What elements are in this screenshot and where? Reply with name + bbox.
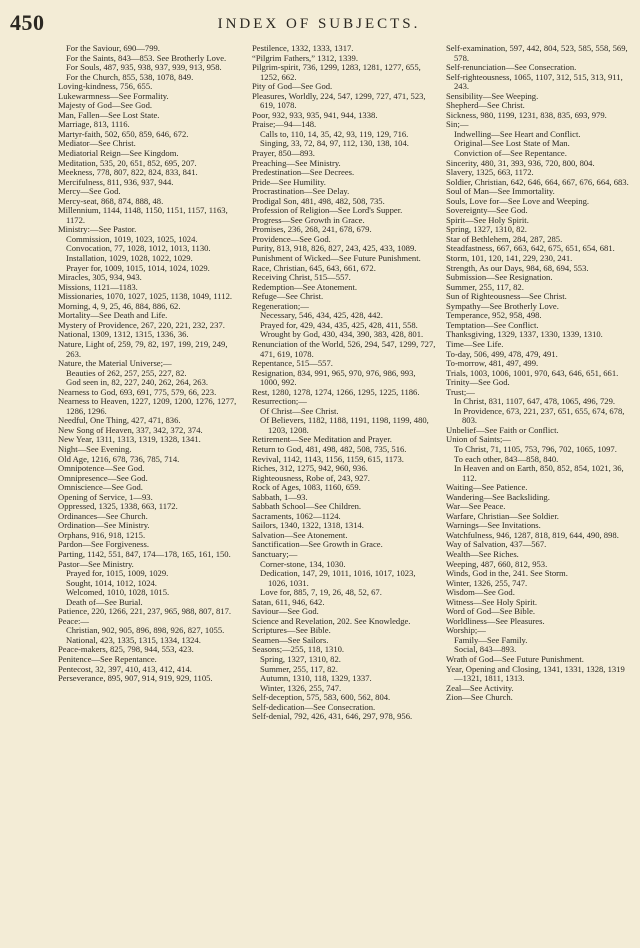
index-entry: Spring, 1327, 1310, 82.	[260, 654, 341, 664]
index-entry: Self-deception, 575, 583, 600, 562, 804.	[252, 692, 391, 703]
index-entry: Year, Opening and Closing, 1341, 1331, 1328, 1319—1321, 1811, 1313.	[446, 663, 625, 684]
index-entry: Parting, 1142, 551, 847, 174—178, 165, 161, 150.	[58, 548, 231, 559]
index-entry: Mercy—See God.	[58, 186, 121, 197]
index-entry: Convocation, 77, 1028, 1012, 1013, 1130.	[66, 243, 211, 254]
index-entry: Regeneration;—	[252, 300, 309, 311]
index-entry: Majesty of God—See God.	[58, 100, 153, 111]
index-entry: National, 423, 1335, 1315, 1334, 1324.	[66, 634, 201, 645]
index-entry: Missionaries, 1070, 1027, 1025, 1138, 1049, 1112.	[58, 291, 233, 302]
index-entry: Renunciation of the World, 526, 294, 547, 1299, 727, 471, 619, 1078.	[252, 338, 436, 359]
index-entry: Resurrection;—	[252, 396, 307, 407]
page-header	[10, 10, 628, 36]
index-entry: Temperance, 952, 958, 498.	[446, 310, 542, 321]
index-entry: For the Saints, 843—853. See Brotherly Love.	[66, 52, 227, 63]
index-entry: Prodigal Son, 481, 498, 482, 508, 735.	[252, 195, 385, 206]
index-entry: Mediator—See Christ.	[58, 138, 136, 149]
index-entry: Patience, 220, 1266, 221, 237, 965, 988, 807, 817.	[58, 606, 232, 617]
index-entry: Meditation, 535, 20, 651, 852, 695, 207.	[58, 157, 197, 168]
index-entry: Seamen—See Sailors.	[252, 634, 329, 645]
index-entry: Family—See Family.	[454, 634, 528, 645]
index-entry: Zeal—See Activity.	[446, 682, 514, 693]
index-entry: Storm, 101, 120, 141, 229, 230, 241.	[446, 253, 573, 264]
index-entry: Prayer, 850—893.	[252, 148, 315, 159]
index-entry: Science and Revelation, 202. See Knowledge.	[252, 615, 411, 626]
index-columns	[58, 44, 630, 938]
running-title: INDEX OF SUBJECTS.	[217, 16, 421, 32]
index-entry: Conviction of—See Repentance.	[454, 148, 567, 159]
index-entry: Souls, Love for—See Love and Weeping.	[446, 195, 590, 206]
index-entry: Singing, 33, 72, 84, 97, 112, 130, 138, 104.	[260, 138, 409, 149]
index-entry: Saviour—See God.	[252, 606, 319, 617]
index-entry: Progress—See Growth in Grace.	[252, 214, 365, 225]
index-entry: Race, Christian, 645, 643, 661, 672.	[252, 262, 376, 273]
index-entry: Sought, 1014, 1012, 1024.	[66, 577, 157, 588]
index-entry: Winds, God in the, 241. See Storm.	[446, 568, 568, 579]
index-entry: Wrought by God, 430, 434, 390, 383, 428, 801.	[260, 329, 424, 340]
index-entry: Pardon—See Forgiveness.	[58, 539, 150, 550]
index-entry: Summer, 255, 117, 82.	[260, 663, 338, 674]
index-entry: Refuge—See Christ.	[252, 291, 324, 302]
index-entry: Steadfastness, 667, 663, 642, 675, 651, 654, 681.	[446, 243, 615, 254]
index-entry: Rest, 1280, 1278, 1274, 1266, 1295, 1225, 1186.	[252, 386, 420, 397]
index-entry: Death of—See Burial.	[66, 596, 143, 607]
index-entry: Nearness to God, 693, 691, 775, 579, 66, 223.	[58, 386, 217, 397]
index-entry: Loving-kindness, 756, 655.	[58, 81, 153, 92]
index-entry: Lukewarmness—See Formality.	[58, 90, 169, 101]
index-entry: Soldier, Christian, 642, 646, 664, 667, 676, 664, 683.	[446, 176, 629, 187]
index-entry: Scriptures—See Bible.	[252, 625, 331, 636]
index-entry: Resignation, 834, 991, 965, 970, 976, 986, 993, 1000, 992.	[252, 367, 416, 388]
index-entry: For Souls, 487, 935, 938, 937, 939, 913, 958.	[66, 62, 222, 73]
index-entry: To-morrow, 481, 497, 499.	[446, 358, 539, 369]
index-entry: Spirit—See Holy Spirit.	[446, 214, 529, 225]
index-entry: Opening of Service, 1—93.	[58, 491, 153, 502]
index-entry: Return to God, 481, 498, 482, 508, 735, 516.	[252, 443, 407, 454]
index-entry: Of Believers, 1182, 1188, 1191, 1198, 1199, 480, 1203, 1208.	[260, 415, 429, 435]
index-entry: Prayed for, 1015, 1009, 1029.	[66, 568, 169, 579]
index-entry: Temptation—See Conflict.	[446, 319, 539, 330]
index-entry: Indwelling—See Heart and Conflict.	[454, 128, 581, 139]
index-entry: Weeping, 487, 660, 812, 953.	[446, 558, 548, 569]
index-entry: Original—See Lost State of Man.	[454, 138, 570, 149]
index-entry: Orphans, 916, 918, 1215.	[58, 529, 146, 540]
index-entry: Corner-stone, 134, 1030.	[260, 558, 346, 569]
index-entry: Oppressed, 1325, 1338, 663, 1172.	[58, 501, 178, 512]
index-entry: God seen in, 82, 227, 240, 262, 264, 263.	[66, 377, 209, 388]
index-entry: Peace-makers, 825, 798, 944, 553, 423.	[58, 644, 194, 655]
index-entry: Warnings—See Invitations.	[446, 520, 541, 531]
index-entry: Profession of Religion—See Lord's Supper.	[252, 205, 403, 216]
index-entry: Calls to, 110, 14, 35, 42, 93, 119, 129, 716.	[260, 128, 409, 139]
index-entry: Spring, 1327, 1310, 82.	[446, 224, 527, 235]
index-entry: Witness—See Holy Spirit.	[446, 596, 538, 607]
index-entry: Winter, 1326, 255, 747.	[446, 577, 528, 588]
index-entry: Worship;—	[446, 625, 486, 636]
index-entry: National, 1309, 1312, 1315, 1336, 36.	[58, 329, 189, 340]
index-entry: Installation, 1029, 1028, 1022, 1029.	[66, 253, 193, 264]
index-entry: Necessary, 546, 434, 425, 428, 442.	[260, 310, 383, 321]
index-column-3	[446, 44, 630, 938]
index-entry: Love for, 885, 7, 19, 26, 48, 52, 67.	[260, 587, 382, 598]
index-entry: Sovereignty—See God.	[446, 205, 528, 216]
index-entry: Pastor—See Ministry.	[58, 558, 134, 569]
index-entry: Mystery of Providence, 267, 220, 221, 232, 237.	[58, 319, 225, 330]
index-column-1	[58, 44, 242, 938]
index-entry: Of Christ—See Christ.	[260, 405, 339, 416]
index-entry: Pleasures, Worldly, 224, 547, 1299, 727, 471, 523, 619, 1078.	[252, 90, 426, 111]
index-entry: Procrastination—See Delay.	[252, 186, 350, 197]
index-entry: In Providence, 673, 221, 237, 651, 655, 674, 678, 803.	[454, 405, 625, 426]
index-entry: Omnipresence—See God.	[58, 472, 148, 483]
index-entry: Repentance, 515—557.	[252, 358, 333, 369]
index-entry: Unbelief—See Faith or Conflict.	[446, 424, 559, 435]
page-number: 450	[10, 10, 45, 35]
index-entry: For the Saviour, 690—799.	[66, 44, 160, 53]
index-entry: Perseverance, 895, 907, 914, 919, 929, 1105.	[58, 673, 213, 684]
index-entry: Marriage, 813, 1116.	[58, 119, 130, 130]
index-entry: Watchfulness, 946, 1287, 818, 819, 644, 490, 898.	[446, 529, 619, 540]
index-entry: Seasons;—255, 118, 1310.	[252, 644, 345, 655]
index-entry: Welcomed, 1010, 1028, 1015.	[66, 587, 170, 598]
index-entry: Sympathy—See Brotherly Love.	[446, 300, 559, 311]
index-entry: Man, Fallen—See Lost State.	[58, 109, 160, 120]
index-entry: Submission—See Resignation.	[446, 272, 553, 283]
index-entry: Time—See Life.	[446, 338, 504, 349]
index-entry: Riches, 312, 1275, 942, 960, 936.	[252, 463, 368, 474]
index-entry: Praise;—94—148.	[252, 119, 317, 130]
index-entry: Redemption—See Atonement.	[252, 281, 358, 292]
index-entry: Word of God—See Bible.	[446, 606, 536, 617]
index-entry: New Song of Heaven, 337, 342, 372, 374.	[58, 424, 203, 435]
index-entry: Wrath of God—See Future Punishment.	[446, 654, 584, 664]
index-entry: Star of Bethlehem, 284, 287, 285.	[446, 233, 563, 244]
index-entry: Poor, 932, 933, 935, 941, 944, 1338.	[252, 109, 378, 120]
index-entry: Christian, 902, 905, 896, 898, 926, 827, 1055.	[66, 625, 225, 636]
index-entry: Prayed for, 429, 434, 435, 425, 428, 411, 558.	[260, 319, 418, 330]
index-entry: Salvation—See Atonement.	[252, 529, 348, 540]
index-entry: Purity, 813, 918, 826, 827, 243, 425, 433, 1089.	[252, 243, 417, 254]
index-entry: Summer, 255, 117, 82.	[446, 281, 524, 292]
index-entry: Waiting—See Patience.	[446, 482, 528, 493]
index-entry: Sincerity, 480, 31, 393, 936, 720, 800, 804.	[446, 157, 595, 168]
index-entry: Prayer for, 1009, 1015, 1014, 1024, 1029.	[66, 262, 210, 273]
index-entry: Pity of God—See God.	[252, 81, 333, 92]
index-entry: Needful, One Thing, 427, 471, 836.	[58, 415, 181, 426]
index-entry: Beauties of 262, 257, 255, 227, 82.	[66, 367, 187, 378]
index-entry: Self-dedication—See Consecration.	[252, 701, 376, 712]
index-entry: Zion—See Church.	[446, 692, 513, 703]
index-entry: Sacraments, 1062—1124.	[252, 510, 341, 521]
index-entry: Trust;—	[446, 386, 475, 397]
index-entry: Omnipotence—See God.	[58, 463, 145, 474]
index-entry: Nearness to Heaven, 1227, 1209, 1200, 1276, 1277, 1286, 1296.	[58, 396, 237, 416]
index-entry: For the Church, 855, 538, 1078, 849.	[66, 71, 194, 82]
index-entry: Self-examination, 597, 442, 804, 523, 585, 558, 569, 578.	[446, 44, 628, 63]
index-entry: Promises, 236, 268, 241, 678, 679.	[252, 224, 372, 235]
index-entry: Revival, 1142, 1143, 1156, 1159, 615, 1173.	[252, 453, 404, 464]
index-entry: Pentecost, 32, 397, 410, 413, 412, 414.	[58, 663, 192, 674]
index-entry: Slavery, 1325, 663, 1172.	[446, 167, 534, 178]
index-entry: Winter, 1326, 255, 747.	[260, 682, 342, 693]
index-entry: Sun of Righteousness—See Christ.	[446, 291, 567, 302]
index-column-2	[252, 44, 436, 938]
index-entry: Commission, 1019, 1023, 1025, 1024.	[66, 233, 198, 244]
index-entry: Pilgrim-spirit, 736, 1299, 1283, 1281, 1277, 655, 1252, 662.	[252, 62, 421, 82]
index-entry: Social, 843—893.	[454, 644, 517, 655]
index-entry: Sensibility—See Weeping.	[446, 90, 539, 101]
index-entry: Wealth—See Riches.	[446, 548, 519, 559]
index-entry: Ministry:—See Pastor.	[58, 224, 137, 235]
index-entry: Mediatorial Reign—See Kingdom.	[58, 148, 179, 159]
index-entry: In Heaven and on Earth, 850, 852, 854, 1021, 36, 112.	[454, 463, 624, 483]
index-entry: Preaching—See Ministry.	[252, 157, 341, 168]
index-entry: Old Age, 1216, 678, 736, 785, 714.	[58, 453, 180, 464]
index-entry: Ordinances—See Church.	[58, 510, 148, 521]
index-entry: Mercifulness, 811, 936, 937, 944.	[58, 176, 174, 187]
index-entry: Predestination—See Decrees.	[252, 167, 355, 178]
index-entry: Missions, 1121—1183.	[58, 281, 138, 292]
index-entry: Self-renunciation—See Consecration.	[446, 62, 577, 73]
index-entry: Warfare, Christian—See Soldier.	[446, 510, 559, 521]
index-entry: “Pilgrim Fathers,” 1312, 1339.	[252, 52, 358, 63]
index-entry: Sanctification—See Growth in Grace.	[252, 539, 383, 550]
index-entry: Pestilence, 1332, 1333, 1317.	[252, 44, 354, 53]
index-entry: Mercy-seat, 868, 874, 888, 48.	[58, 195, 164, 206]
index-entry: War—See Peace.	[446, 501, 506, 512]
index-entry: Wandering—See Backsliding.	[446, 491, 550, 502]
index-entry: Nature, the Material Universe;—	[58, 358, 172, 369]
index-entry: Autumn, 1310, 118, 1329, 1337.	[260, 673, 372, 684]
index-entry: Providence—See God.	[252, 233, 331, 244]
index-entry: Mortality—See Death and Life.	[58, 310, 168, 321]
index-entry: Worldliness—See Pleasures.	[446, 615, 545, 626]
index-entry: Shepherd—See Christ.	[446, 100, 525, 111]
index-entry: Sin;—	[446, 119, 469, 130]
index-entry: Satan, 611, 946, 642.	[252, 596, 325, 607]
index-entry: Soul of Man—See Immortality.	[446, 186, 555, 197]
index-entry: Miracles, 305, 934, 943.	[58, 272, 142, 283]
index-entry: Self-righteousness, 1065, 1107, 312, 515, 313, 911, 243.	[446, 71, 623, 92]
index-entry: Penitence—See Repentance.	[58, 654, 157, 664]
index-entry: Night—See Evening.	[58, 443, 132, 454]
index-entry: Meekness, 778, 807, 822, 824, 833, 841.	[58, 167, 198, 178]
index-entry: Self-denial, 792, 426, 431, 646, 297, 978, 956.	[252, 711, 413, 722]
index-entry: Wisdom—See God.	[446, 587, 515, 598]
index-entry: Sanctuary;—	[252, 548, 298, 559]
index-entry: Trinity—See God.	[446, 377, 510, 388]
index-entry: To Christ, 71, 1105, 753, 796, 702, 1065, 1097.	[454, 443, 617, 454]
index-entry: In Christ, 831, 1107, 647, 478, 1065, 496, 729.	[454, 396, 616, 407]
index-entry: Dedication, 147, 29, 1011, 1016, 1017, 1023, 1026, 1031.	[260, 568, 416, 588]
index-entry: To each other, 843—858, 840.	[454, 453, 559, 464]
index-entry: Strength, As our Days, 984, 68, 694, 553.	[446, 262, 589, 273]
index-entry: Way of Salvation, 437—567.	[446, 539, 547, 550]
index-entry: Omniscience—See God.	[58, 482, 143, 493]
index-entry: Rock of Ages, 1083, 1160, 659.	[252, 482, 361, 493]
index-entry: Union of Saints;—	[446, 434, 511, 445]
index-entry: Sabbath, 1—93.	[252, 491, 308, 502]
index-entry: Millennium, 1144, 1148, 1150, 1151, 1157, 1163, 1172.	[58, 205, 228, 225]
index-entry: Thanksgiving, 1329, 1337, 1330, 1339, 1310.	[446, 329, 603, 340]
index-entry: To-day, 506, 499, 478, 479, 491.	[446, 348, 558, 359]
index-entry: Morning, 4, 9, 25, 46, 884, 886, 62.	[58, 300, 181, 311]
index-entry: Pride—See Humility.	[252, 176, 326, 187]
index-entry: Retirement—See Meditation and Prayer.	[252, 434, 392, 445]
index-entry: Sailors, 1340, 1322, 1318, 1314.	[252, 520, 364, 531]
index-entry: Trials, 1003, 1006, 1001, 970, 643, 646, 651, 661.	[446, 367, 619, 378]
index-entry: Receiving Christ, 515—557.	[252, 272, 351, 283]
index-entry: New Year, 1311, 1313, 1319, 1328, 1341.	[58, 434, 201, 445]
index-entry: Martyr-faith, 502, 650, 859, 646, 672.	[58, 128, 189, 139]
index-entry: Righteousness, Robe of, 243, 927.	[252, 472, 370, 483]
index-entry: Nature, Light of, 259, 79, 82, 197, 199, 219, 249, 263.	[58, 338, 228, 359]
index-entry: Peace:—	[58, 615, 90, 626]
index-entry: Sabbath School—See Children.	[252, 501, 362, 512]
index-entry: Sickness, 980, 1199, 1231, 838, 835, 693, 979.	[446, 109, 607, 120]
index-entry: Punishment of Wicked—See Future Punishment.	[252, 253, 421, 264]
index-entry: Ordination—See Ministry.	[58, 520, 150, 531]
